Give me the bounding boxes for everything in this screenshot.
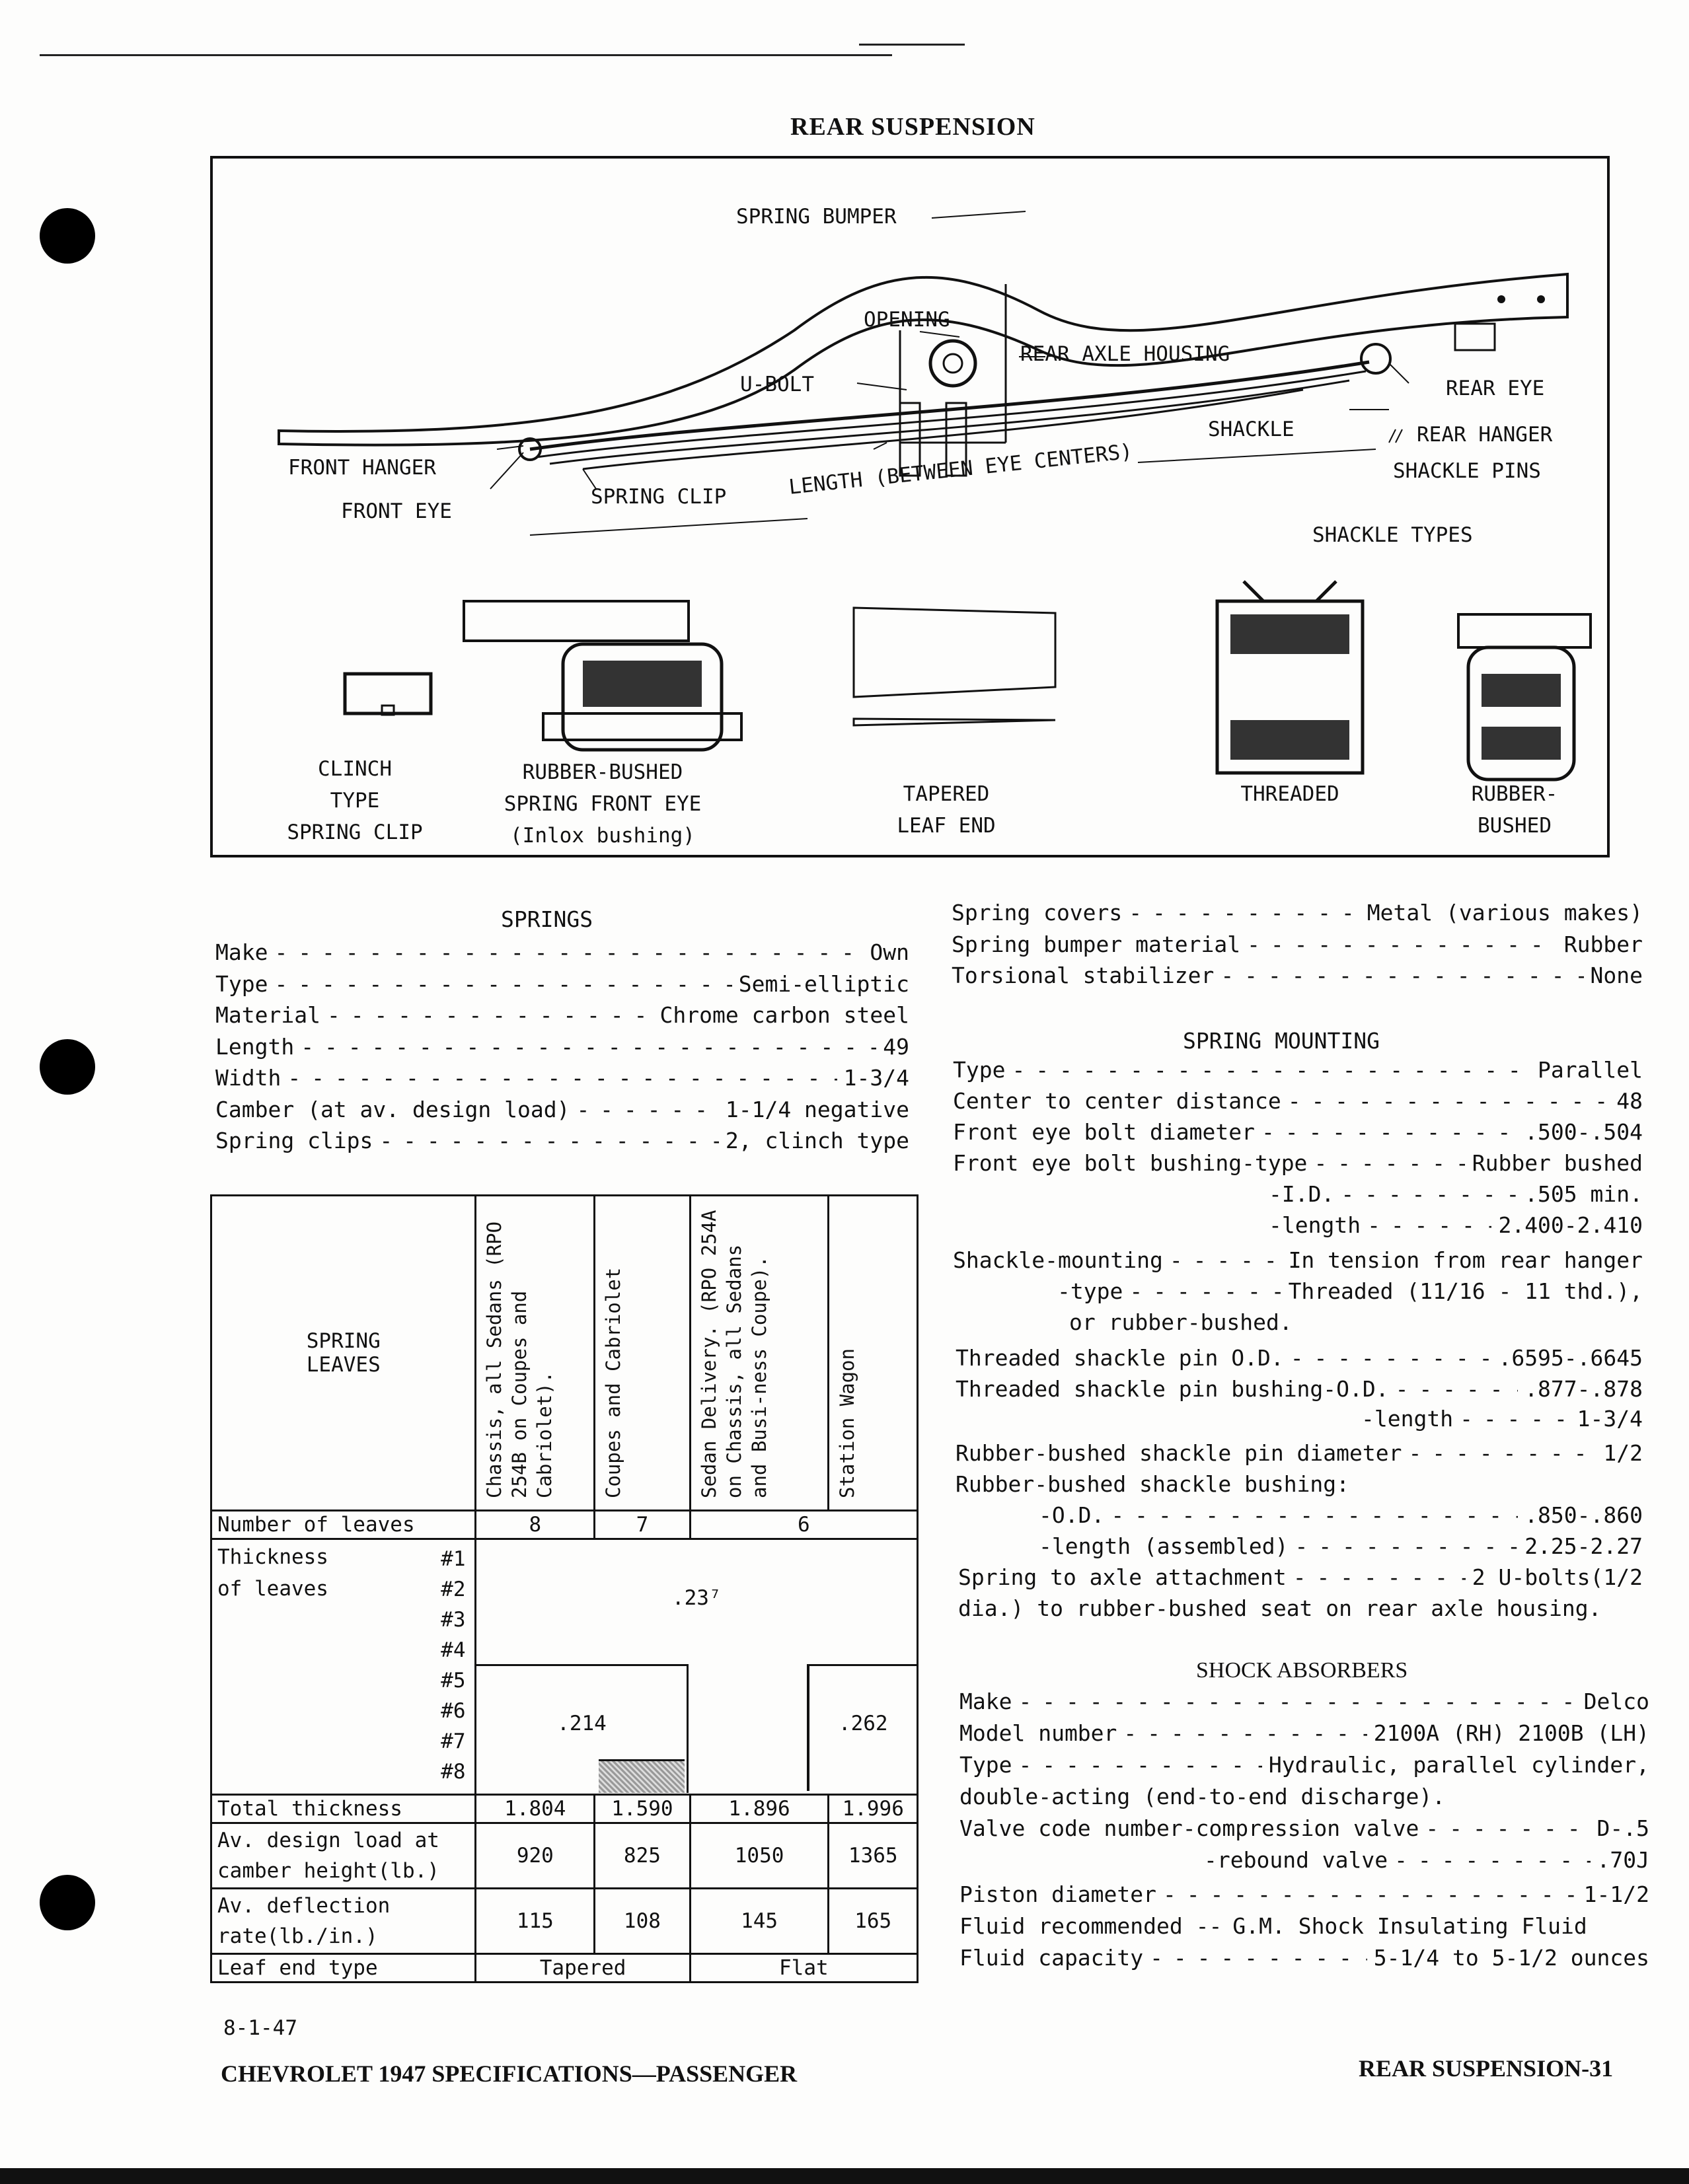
mount-rb-od: -O.D. - - - .850-.860 (1039, 1502, 1643, 1528)
footer-date: 8-1-47 (223, 2016, 297, 2040)
spec-value: Chrome carbon steel (659, 1002, 909, 1028)
table-cell: 1050 (690, 1823, 829, 1889)
caption-rubber-eye: RUBBER-BUSHED SPRING FRONT EYE (Inlox bushing) (504, 760, 702, 848)
column-header (476, 1196, 595, 1511)
callout-spring-clip: SPRING CLIP (591, 485, 727, 509)
row-label: Av. design load at camber height(lb.) (211, 1823, 476, 1889)
binder-hole-top (40, 208, 95, 264)
row-label: Leaf end type (211, 1954, 476, 1983)
clinch-clip-drawing (345, 674, 431, 713)
table-row (211, 1889, 918, 1954)
row-label: Total thickness (211, 1795, 476, 1823)
table-cell: 145 (690, 1889, 829, 1954)
callout-shackle-types: SHACKLE TYPES (1312, 523, 1473, 547)
caption-tapered-leaf: TAPERED LEAF END (897, 782, 996, 838)
spec-value: Metal (various makes) (1367, 900, 1643, 926)
spec-row (215, 939, 909, 965)
table-row (211, 1954, 918, 1983)
spec-value: Own (870, 939, 909, 965)
table-corner-heading: SPRING LEAVES (211, 1196, 476, 1511)
table-row (211, 1823, 918, 1889)
mount-rb-pin-dia: Rubber-bushed shackle pin diameter - - - 1/2 (956, 1440, 1643, 1466)
leaf-number: #8 (441, 1760, 466, 1784)
leaf-number: #5 (441, 1669, 466, 1693)
shock-model: Model number - - - 2100A (RH) 2100B (LH) (959, 1720, 1649, 1746)
table-header-row (211, 1196, 918, 1511)
binder-hole-bottom (40, 1875, 95, 1930)
mount-center: Center to center distance - - - 48 (953, 1088, 1643, 1114)
caption-rubber-bushed: RUBBER- BUSHED (1471, 782, 1558, 838)
frame-rail (279, 274, 1567, 445)
scan-rule-bottom (0, 2168, 1689, 2184)
spec-label: Camber (at av. design load) (215, 1096, 570, 1122)
tapered-leaf-drawing (854, 608, 1055, 697)
spec-row (215, 1097, 909, 1122)
spec-value: None (1590, 963, 1643, 988)
springs-heading: SPRINGS (501, 906, 593, 932)
table-cell: 6 (690, 1511, 917, 1539)
mount-bushing-type: Front eye bolt bushing-type - - - Rubber bushed (953, 1150, 1643, 1176)
leaf-number: #6 (441, 1699, 466, 1723)
leaf-number: #3 (441, 1608, 466, 1632)
shock-make: Make - - - Delco (959, 1689, 1649, 1714)
spec-label: Make (215, 939, 268, 965)
column-header (595, 1196, 691, 1511)
leaf-number: #4 (441, 1638, 466, 1662)
spec-value: Semi-elliptic (738, 970, 909, 997)
table-cell: 7 (595, 1511, 691, 1539)
table-cell: 1.804 (476, 1795, 595, 1823)
spec-label: Length (215, 1033, 295, 1060)
callout-front-hanger: FRONT HANGER (288, 456, 436, 480)
table-cell: 1.590 (595, 1795, 691, 1823)
mount-pin-bushing-od: Threaded shackle pin bushing-O.D. - - - .877-.878 (956, 1376, 1643, 1402)
callout-opening: OPENING (864, 308, 950, 332)
wagon-top-rule (807, 1664, 917, 1666)
mount-shackle-mounting: Shackle-mounting - - - In tension from rear hanger (953, 1247, 1643, 1273)
mount-axle-attach: Spring to axle attachment - - - 2 U-bolts(1/2 (958, 1564, 1643, 1590)
thickness-lower-value: .214 (557, 1712, 607, 1735)
scan-rule-top-right (859, 44, 965, 46)
spec-row (215, 1128, 909, 1153)
spec-label: Torsional stabilizer (952, 963, 1215, 988)
hatched-cell (599, 1759, 685, 1793)
callout-spring-bumper: SPRING BUMPER (736, 205, 897, 229)
shock-type: Type - - - Hydraulic, parallel cylinder, (959, 1752, 1649, 1778)
spec-row (952, 931, 1643, 957)
mount-shackle-type-cont: or rubber-bushed. (1069, 1309, 1293, 1335)
spec-value: Rubber (1563, 931, 1643, 957)
column-header-text: Sedan Delivery. (RPO 254A on Chassis, all Sedans and Busi-ness Coupe). (697, 1210, 770, 1498)
table-row (211, 1511, 918, 1539)
table-cell: 920 (476, 1823, 595, 1889)
mount-shackle-type: -type - - - Threaded (11/16 - 11 thd.), (1057, 1278, 1643, 1304)
spec-row (215, 1002, 909, 1028)
table-cell: Flat (690, 1954, 917, 1983)
callout-u-bolt: U-BOLT (740, 373, 814, 396)
leaf-number-list (441, 1544, 465, 1787)
footer-left: CHEVROLET 1947 SPECIFICATIONS—PASSENGER (221, 2060, 798, 2087)
mount-rb-bushing: Rubber-bushed shackle bushing: (956, 1471, 1350, 1497)
callout-rear-eye: REAR EYE (1446, 377, 1545, 400)
shock-fluid: Fluid recommended -- G.M. Shock Insulating Fluid (959, 1913, 1587, 1939)
column-header-text: Station Wagon (836, 1348, 859, 1498)
spec-row (215, 1034, 909, 1060)
row-label: Thickness of leaves (217, 1545, 328, 1601)
mount-axle-attach-cont: dia.) to rubber-bushed seat on rear axle housing. (958, 1595, 1602, 1621)
mount-type: Type - - - Parallel (953, 1057, 1643, 1083)
leaf-number: #1 (441, 1547, 466, 1571)
table-cell: 1365 (829, 1823, 918, 1889)
spec-value: 1-3/4 (843, 1065, 909, 1091)
spec-label: Type (215, 970, 268, 997)
rear-eye-drawing (1361, 344, 1390, 373)
shock-absorbers-heading: SHOCK ABSORBERS (1196, 1658, 1408, 1683)
mount-bushing-id: -I.D. - - - .505 min. (1269, 1181, 1643, 1207)
shock-piston: Piston diameter - - - 1-1/2 (959, 1881, 1649, 1907)
mount-pin-bushing-length: -length - - - 1-3/4 (1361, 1406, 1643, 1432)
spring-mounting-heading: SPRING MOUNTING (1183, 1028, 1380, 1054)
column-header (690, 1196, 829, 1511)
spec-value: 1-1/4 negative (725, 1096, 909, 1122)
spec-label: Width (215, 1065, 282, 1091)
table-row (211, 1795, 918, 1823)
spec-label: Spring clips (215, 1128, 373, 1153)
caption-clinch-clip: CLINCH TYPE SPRING CLIP (287, 757, 423, 844)
table-cell: 1.896 (690, 1795, 829, 1823)
table-cell: 115 (476, 1889, 595, 1954)
spec-row (952, 900, 1643, 926)
spring-leaves-table (210, 1194, 919, 1983)
spec-label: Spring bumper material (952, 931, 1241, 957)
rubber-eye-drawing (464, 601, 689, 641)
spec-label: Material (215, 1002, 320, 1028)
callout-front-eye: FRONT EYE (341, 499, 452, 523)
row-label: Av. deflection rate(lb./in.) (211, 1889, 476, 1954)
callout-shackle-pins: SHACKLE PINS (1393, 459, 1541, 483)
column-header (829, 1196, 918, 1511)
thickness-label-cell (211, 1539, 476, 1795)
table-cell: Tapered (476, 1954, 690, 1983)
scan-rule-top (40, 54, 892, 56)
spec-value: 49 (883, 1033, 909, 1060)
thickness-grid (476, 1539, 918, 1795)
table-cell: 825 (595, 1823, 691, 1889)
table-cell: 8 (476, 1511, 595, 1539)
rubber-shackle-drawing (1458, 614, 1591, 647)
mount-rb-length: -length (assembled) - - - 2.25-2.27 (1039, 1533, 1643, 1559)
rear-suspension-diagram (210, 156, 1610, 857)
leaf-number: #2 (441, 1578, 466, 1601)
mount-bushing-length: -length - - - 2.400-2.410 (1269, 1212, 1643, 1238)
footer-right: REAR SUSPENSION-31 (1359, 2055, 1614, 2082)
spec-row (215, 971, 909, 997)
callout-rear-hanger: REAR HANGER (1417, 423, 1553, 447)
shock-valve-compression: Valve code number-compression valve - - - D-.5 (959, 1815, 1649, 1841)
table-cell: 1.996 (829, 1795, 918, 1823)
column-header-text: Chassis, all Sedans (RPO 254B on Coupes and Cabriolet). (483, 1221, 556, 1498)
mount-eye-bolt: Front eye bolt diameter - - - .500-.504 (953, 1119, 1643, 1145)
thickness-wagon-value: .262 (838, 1712, 888, 1735)
binder-hole-middle (40, 1039, 95, 1095)
table-cell: 165 (829, 1889, 918, 1954)
table-row (211, 1539, 918, 1795)
leaf-number: #7 (441, 1729, 466, 1753)
axle-housing-drawing (930, 341, 975, 386)
caption-threaded: THREADED (1240, 782, 1339, 806)
column-header-text: Coupes and Cabriolet (602, 1267, 625, 1498)
spec-label: Spring covers (952, 900, 1123, 926)
page-title: REAR SUSPENSION (790, 113, 1035, 141)
shock-valve-rebound: -rebound valve - - - .70J (1204, 1847, 1649, 1873)
callout-shackle: SHACKLE (1208, 418, 1295, 441)
table-cell: 108 (595, 1889, 691, 1954)
shock-type-cont: double-acting (end-to-end discharge). (959, 1784, 1446, 1809)
shock-capacity: Fluid capacity - - - 5-1/4 to 5-1/2 ounces (959, 1945, 1649, 1971)
callout-rear-axle-housing: REAR AXLE HOUSING (1020, 342, 1230, 366)
thickness-upper-value: .23⁷ (671, 1586, 722, 1610)
mount-pin-od: Threaded shackle pin O.D. - - - .6595-.6645 (956, 1345, 1643, 1371)
spec-row (215, 1065, 909, 1091)
spec-value: 2, clinch type (725, 1128, 909, 1153)
row-label: Number of leaves (211, 1511, 476, 1539)
spec-row (952, 963, 1643, 988)
callout-length: LENGTH (BETWEEN EYE CENTERS) (788, 439, 1134, 499)
